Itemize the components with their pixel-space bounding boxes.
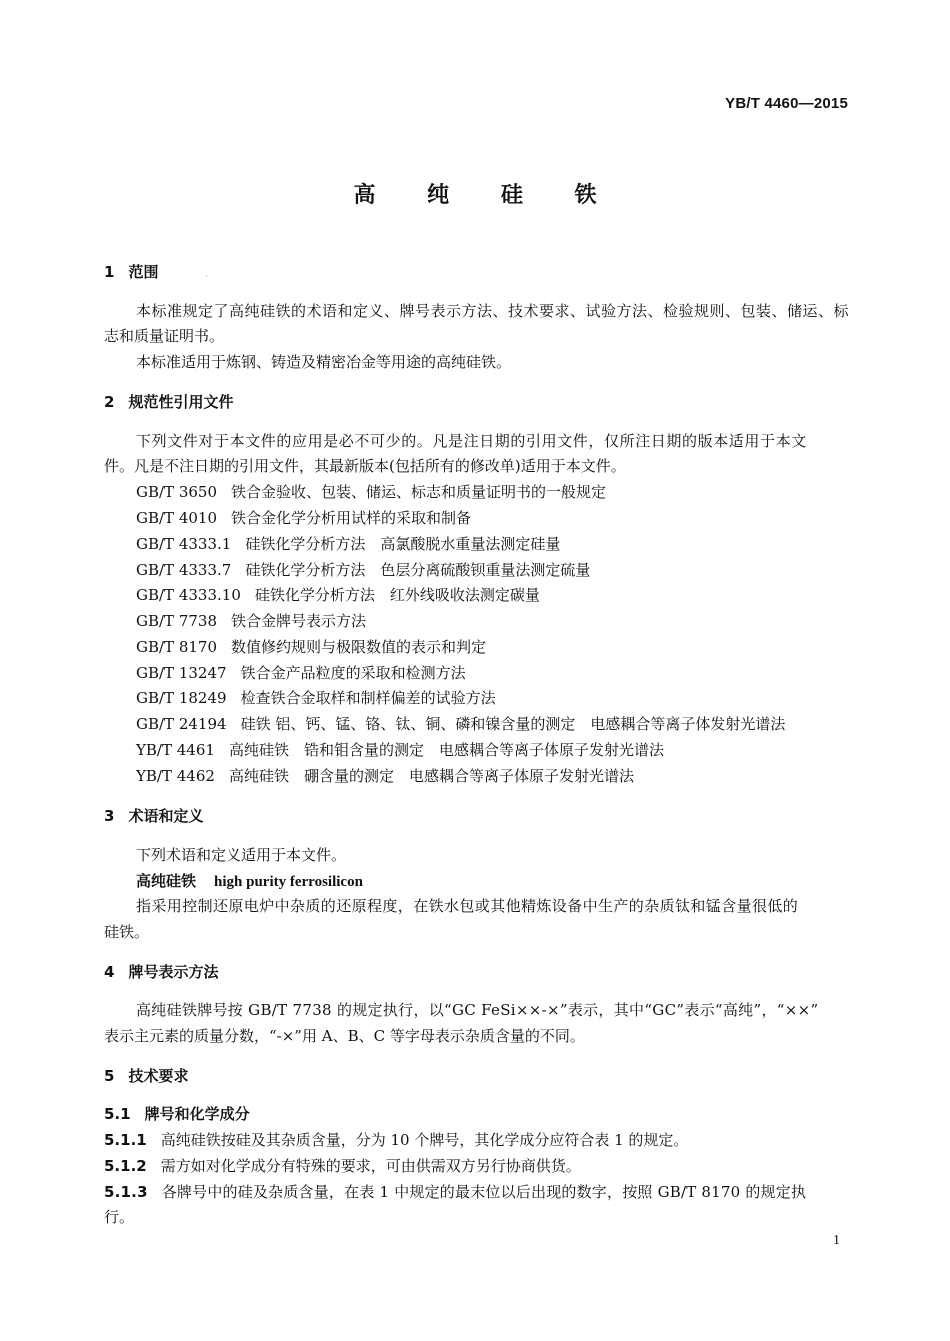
sec4-para1-line1: 高纯硅铁牌号按 GB/T 7738 的规定执行，以“GC FeSi××-×”表示，其中“GC”表示“高纯”，“××” — [136, 1001, 819, 1019]
reference-item — [136, 637, 486, 657]
term-entry — [136, 871, 363, 892]
page-number: 1 — [833, 1233, 840, 1248]
sec4-para1-line2: 表示主元素的质量分数，“-×”用 A、B、C 等字母表示杂质含量的不同。 — [104, 1027, 585, 1045]
section-title: 规范性引用文件 — [128, 393, 234, 411]
reference-title: 硅铁 铝、钙、锰、铬、钛、铜、磷和镍含量的测定 电感耦合等离子体发射光谱法 — [240, 715, 786, 733]
sec2-para1-line1: 下列文件对于本文件的应用是必不可少的。凡是注日期的引用文件，仅所注日期的版本适用于本文 — [136, 432, 807, 450]
section-title: 技术要求 — [128, 1067, 189, 1085]
section-4-heading — [104, 962, 218, 982]
reference-code: GB/T 4333.1 — [136, 535, 232, 553]
reference-item — [136, 534, 560, 554]
reference-title: 硅铁化学分析方法 红外线吸收法测定碳量 — [254, 586, 540, 604]
section-title: 术语和定义 — [128, 807, 204, 825]
standard-number: YB/T 4460—2015 — [725, 95, 848, 112]
reference-code: YB/T 4461 — [136, 741, 215, 759]
sec2-para1-line2: 件。凡是不注日期的引用文件，其最新版本(包括所有的修改单)适用于本文件。 — [104, 457, 626, 475]
document-title: 高 纯 硅 铁 — [353, 183, 619, 208]
term-chinese: 高纯硅铁 — [136, 872, 197, 890]
reference-title: 铁合金化学分析用试样的采取和制备 — [231, 509, 472, 527]
stray-dot: · — [205, 272, 208, 281]
reference-title: 数值修约规则与极限数值的表示和判定 — [231, 638, 487, 656]
sec3-para1: 下列术语和定义适用于本文件。 — [136, 846, 347, 864]
reference-item — [136, 560, 590, 580]
section-title: 牌号表示方法 — [128, 963, 219, 981]
reference-item — [136, 688, 496, 708]
section-3-heading — [104, 806, 203, 826]
clause-number: 5.1.3 — [104, 1183, 148, 1201]
term-english: high purity ferrosilicon — [214, 874, 363, 890]
clause-number: 5.1.2 — [104, 1157, 147, 1175]
sec1-para1-line1: 本标准规定了高纯硅铁的术语和定义、牌号表示方法、技术要求、试验方法、检验规则、包装、储运、标 — [136, 302, 850, 320]
clause-5-1-3 — [104, 1182, 806, 1202]
reference-title: 铁合金产品粒度的采取和检测方法 — [240, 664, 466, 682]
clause-number: 5.1.1 — [104, 1131, 147, 1149]
reference-title: 高纯硅铁 硼含量的测定 电感耦合等离子体原子发射光谱法 — [228, 767, 634, 785]
term-definition-line2: 硅铁。 — [104, 923, 150, 941]
clause-text: 需方如对化学成分有特殊的要求，可由供需双方另行协商供货。 — [160, 1157, 581, 1175]
subsection-title: 牌号和化学成分 — [144, 1105, 250, 1123]
reference-item — [136, 508, 471, 528]
reference-item — [136, 663, 466, 683]
reference-title: 硅铁化学分析方法 色层分离硫酸钡重量法测定硫量 — [245, 561, 591, 579]
term-definition-line1: 指采用控制还原电炉中杂质的还原程度，在铁水包或其他精炼设备中生产的杂质钛和锰含量很低的 — [136, 897, 799, 915]
reference-item — [136, 766, 634, 786]
reference-code: GB/T 4333.7 — [136, 561, 232, 579]
section-1-heading — [104, 262, 158, 282]
subsection-5-1-heading — [104, 1104, 250, 1124]
reference-code: GB/T 24194 — [136, 715, 227, 733]
clause-5-1-1 — [104, 1130, 688, 1150]
section-number: 3 — [104, 807, 115, 825]
section-number: 1 — [104, 263, 115, 281]
section-2-heading — [104, 392, 233, 412]
clause-text: 高纯硅铁按硅及其杂质含量，分为 10 个牌号，其化学成分应符合表 1 的规定。 — [160, 1131, 689, 1149]
clause-text: 各牌号中的硅及杂质含量，在表 1 中规定的最末位以后出现的数字，按照 GB/T 8170 的规定执 — [161, 1183, 807, 1201]
reference-code: GB/T 3650 — [136, 483, 218, 501]
sec1-para2: 本标准适用于炼钢、铸造及精密冶金等用途的高纯硅铁。 — [136, 353, 512, 371]
reference-code: YB/T 4462 — [136, 767, 215, 785]
section-number: 4 — [104, 963, 115, 981]
reference-code: GB/T 13247 — [136, 664, 227, 682]
reference-code: GB/T 4010 — [136, 509, 218, 527]
reference-title: 检查铁合金取样和制样偏差的试验方法 — [240, 689, 496, 707]
reference-code: GB/T 8170 — [136, 638, 218, 656]
section-title: 范围 — [128, 263, 159, 281]
reference-item — [136, 585, 540, 605]
clause-5-1-3-cont: 行。 — [104, 1208, 135, 1226]
reference-code: GB/T 18249 — [136, 689, 227, 707]
reference-item — [136, 611, 366, 631]
reference-code: GB/T 7738 — [136, 612, 218, 630]
reference-code: GB/T 4333.10 — [136, 586, 241, 604]
reference-title: 高纯硅铁 锆和钼含量的测定 电感耦合等离子体原子发射光谱法 — [228, 741, 664, 759]
reference-item — [136, 714, 785, 734]
section-5-heading — [104, 1066, 188, 1086]
clause-5-1-2 — [104, 1156, 581, 1176]
subsection-number: 5.1 — [104, 1105, 131, 1123]
reference-title: 硅铁化学分析方法 高氯酸脱水重量法测定硅量 — [245, 535, 561, 553]
section-number: 5 — [104, 1067, 115, 1085]
reference-item — [136, 482, 606, 502]
section-number: 2 — [104, 393, 115, 411]
reference-item — [136, 740, 664, 760]
reference-title: 铁合金验收、包装、储运、标志和质量证明书的一般规定 — [231, 483, 607, 501]
sec1-para1-line2: 志和质量证明书。 — [104, 327, 225, 345]
reference-title: 铁合金牌号表示方法 — [231, 612, 367, 630]
